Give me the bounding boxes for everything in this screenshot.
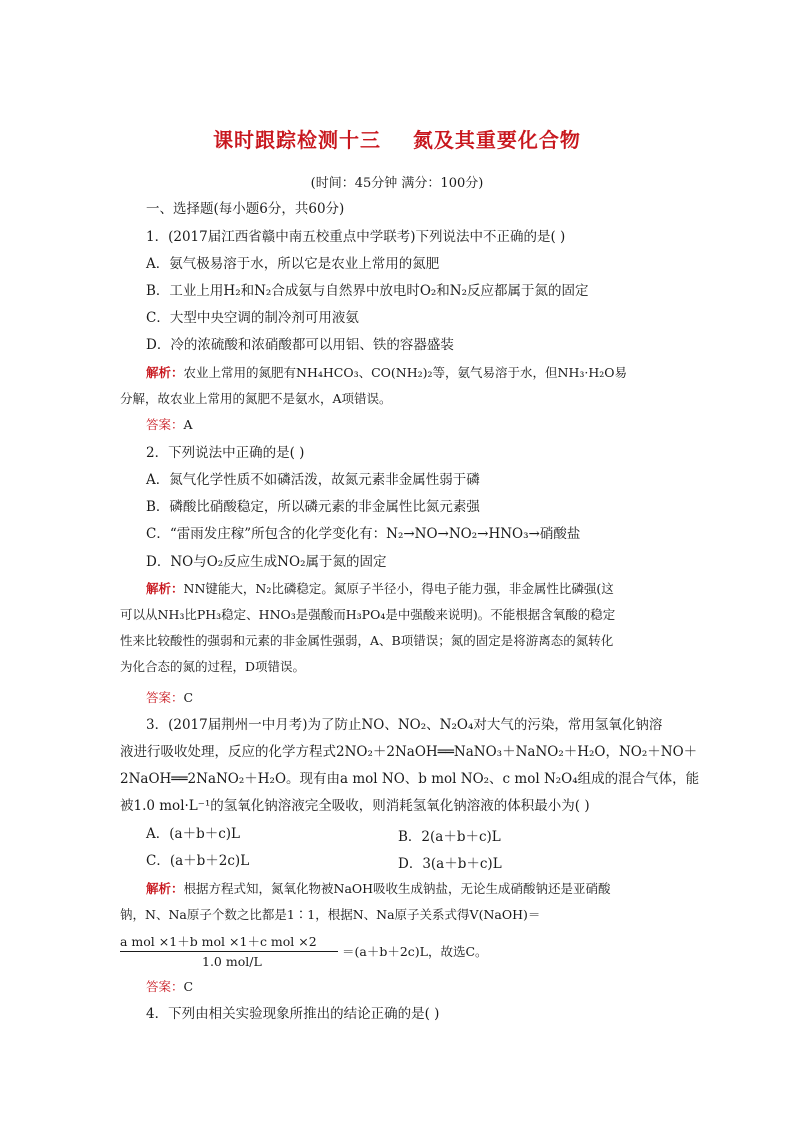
q3-option-d: D．3(a＋b＋c)L — [398, 856, 502, 872]
q3-stem-line-2: 液进行吸收处理，反应的化学方程式2NO₂＋2NaOH══NaNO₃＋NaNO₂＋H₂O，NO₂＋NO＋ — [120, 744, 698, 760]
section-heading: 一、选择题(每小题6分，共60分) — [146, 201, 345, 217]
exam-meta: (时间：45分钟 满分：100分) — [310, 176, 484, 191]
q2-analysis-line-3: 性来比较酸性的强弱和元素的非金属性强弱，A、B项错误；氮的固定是将游离态的氮转化 — [120, 633, 614, 648]
answer-label: 答案： — [146, 417, 184, 432]
q2-analysis-line-2: 可以从NH₃比PH₃稳定、HNO₃是强酸而H₃PO₄是中强酸来说明)。不能根据含氧酸的稳定 — [120, 607, 616, 622]
q2-answer-value: C — [183, 690, 194, 705]
answer-label: 答案： — [146, 979, 184, 994]
q1-option-d: D．冷的浓硫酸和浓硝酸都可以用铝、铁的容器盛装 — [146, 337, 454, 353]
page-title: 课时跟踪检测十三 氮及其重要化合物 — [213, 128, 581, 152]
q2-analysis-line-1 — [146, 580, 614, 598]
q3-option-a: A．(a＋b＋c)L — [146, 826, 240, 842]
q2-analysis-line-4: 为化合态的氮的过程，D项错误。 — [120, 659, 306, 674]
analysis-label: 解析： — [146, 881, 184, 896]
fraction-denominator: 1.0 mol/L — [202, 954, 262, 969]
q1-answer-value: A — [183, 417, 193, 432]
fraction-result: ＝(a＋b＋2c)L，故选C。 — [342, 944, 488, 959]
q1-analysis-line-2: 分解，故农业上常用的氮肥不是氨水，A项错误。 — [120, 391, 392, 406]
q1-option-b: B．工业上用H₂和N₂合成氨与自然界中放电时O₂和N₂反应都属于氮的固定 — [146, 283, 589, 299]
q3-stem-line-4: 被1.0 mol·L⁻¹的氢氧化钠溶液完全吸收，则消耗氢氧化钠溶液的体积最小为( ) — [120, 798, 590, 814]
q1-analysis-text: 农业上常用的氮肥有NH₄HCO₃、CO(NH₂)₂等，氨气易溶于水，但NH₃·H₂O易 — [183, 365, 627, 380]
q3-analysis-text: 根据方程式知，氮氧化物被NaOH吸收生成钠盐，无论生成硝酸钠还是亚硝酸 — [183, 881, 611, 896]
q3-stem-line-3: 2NaOH══2NaNO₂＋H₂O。现有由a mol NO、b mol NO₂、c mol N₂O₄组成的混合气体，能 — [120, 771, 700, 787]
q2-option-a: A．氮气化学性质不如磷活泼，故氮元素非金属性弱于磷 — [146, 472, 480, 488]
fraction-numerator: a mol ×1＋b mol ×1＋c mol ×2 — [120, 934, 317, 949]
q2-analysis-text: NN键能大，N₂比磷稳定。氮原子半径小，得电子能力强，非金属性比磷强(这 — [183, 581, 614, 596]
q3-analysis-line-2: 钠，N、Na原子个数之比都是1∶1，根据N、Na原子关系式得V(NaOH)＝ — [120, 907, 541, 922]
q4-stem: 4．下列由相关实验现象所推出的结论正确的是( ) — [146, 1006, 440, 1022]
analysis-label: 解析： — [146, 581, 184, 596]
q3-answer — [146, 978, 193, 996]
answer-label: 答案： — [146, 690, 184, 705]
q2-option-c: C．“雷雨发庄稼”所包含的化学变化有：N₂→NO→NO₂→HNO₃→硝酸盐 — [146, 526, 581, 542]
q2-option-d: D．NO与O₂反应生成NO₂属于氮的固定 — [146, 554, 387, 570]
q1-analysis-line-1 — [146, 364, 627, 382]
q3-analysis-line-1 — [146, 880, 611, 898]
q1-stem: 1．(2017届江西省赣中南五校重点中学联考)下列说法中不正确的是( ) — [146, 229, 566, 245]
analysis-label: 解析： — [146, 365, 184, 380]
q2-option-b: B．磷酸比硝酸稳定，所以磷元素的非金属性比氮元素强 — [146, 499, 480, 515]
q1-answer — [146, 416, 193, 434]
q3-answer-value: C — [183, 979, 194, 994]
q2-stem: 2．下列说法中正确的是( ) — [146, 445, 305, 461]
fraction-bar — [120, 951, 338, 952]
q1-option-c: C．大型中央空调的制冷剂可用液氨 — [146, 310, 359, 326]
q3-option-c: C．(a＋b＋2c)L — [146, 853, 250, 869]
q2-answer — [146, 689, 193, 707]
q3-stem-line-1: 3．(2017届荆州一中月考)为了防止NO、NO₂、N₂O₄对大气的污染，常用氢氧化钠溶 — [146, 717, 663, 733]
q1-option-a: A．氨气极易溶于水，所以它是农业上常用的氮肥 — [146, 256, 440, 272]
q3-option-b: B．2(a＋b＋c)L — [398, 829, 501, 845]
